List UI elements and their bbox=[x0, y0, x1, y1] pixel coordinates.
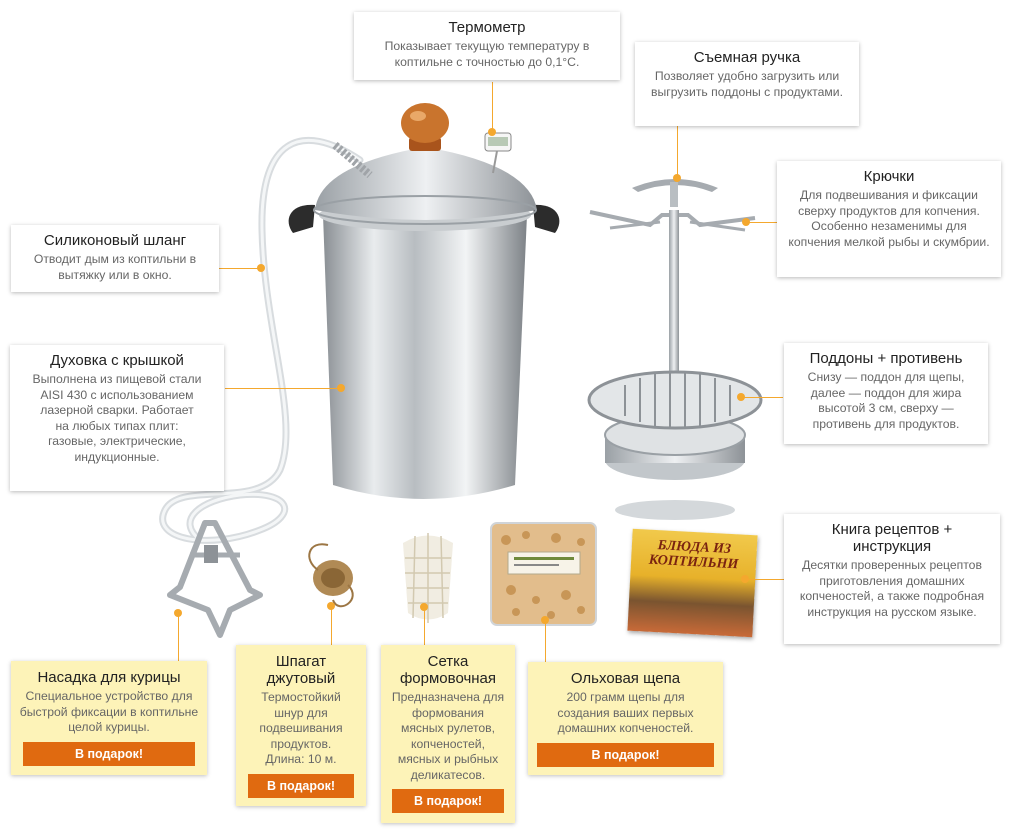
connector-line bbox=[743, 397, 783, 398]
callout-description: Десятки проверенных рецептов приготовления домашних копченостей, а также подробная инструкция на русском языке. bbox=[799, 558, 985, 619]
gift-description: Предназначена для формования мясных рулетов, копченостей, мясных и рыбных деликатесов. bbox=[391, 690, 505, 782]
connector-line bbox=[745, 579, 785, 580]
gift-chicken-attachment bbox=[11, 661, 207, 775]
smoker-pot-illustration bbox=[275, 95, 575, 515]
callout-oven-with-lid bbox=[10, 345, 224, 491]
callout-title: Крючки bbox=[863, 168, 915, 185]
connector-line bbox=[178, 613, 179, 661]
wood-chips-bag-illustration bbox=[486, 520, 601, 630]
callout-removable-handle bbox=[635, 42, 859, 126]
gift-button[interactable]: В подарок! bbox=[537, 743, 714, 767]
callout-hooks bbox=[777, 161, 1001, 277]
callout-description: Для подвешивания и фиксации сверху продуктов для копчения. Особенно незаменимы для копчения мелкой рыбы и скумбрии. bbox=[788, 188, 990, 249]
callout-description: Выполнена из пищевой стали AISI 430 с использованием лазерной сварки. Работает на любых типах плит: газовые, электрические, индукционные. bbox=[32, 372, 202, 464]
gift-description: Специальное устройство для быстрой фиксации в коптильне целой курицы. bbox=[19, 689, 199, 734]
callout-title: Поддоны + противень bbox=[809, 350, 963, 367]
callout-title: Съемная ручка bbox=[693, 49, 801, 66]
callout-description: Отводит дым из коптильни в вытяжку или в окно. bbox=[33, 252, 197, 282]
callout-title: Духовка с крышкой bbox=[50, 352, 184, 369]
callout-title: Силиконовый шланг bbox=[43, 232, 187, 249]
forming-net-illustration bbox=[393, 528, 463, 628]
callout-trays bbox=[784, 343, 988, 444]
book-cover-title: БЛЮДА ИЗ КОПТИЛЬНИ bbox=[648, 538, 739, 573]
connector-dot bbox=[673, 174, 681, 182]
callout-thermometer bbox=[354, 12, 620, 80]
callout-description: Позволяет удобно загрузить или выгрузить поддоны с продуктами. bbox=[651, 69, 843, 99]
gift-jute-twine bbox=[236, 645, 366, 806]
gift-button[interactable]: В подарок! bbox=[23, 742, 195, 766]
connector-dot bbox=[420, 603, 428, 611]
connector-line bbox=[225, 388, 340, 389]
gift-description: 200 грамм щепы для создания ваших первых домашних копченостей. bbox=[557, 690, 694, 735]
connector-line bbox=[424, 607, 425, 645]
hooks-rack-illustration bbox=[580, 170, 780, 530]
gift-button[interactable]: В подарок! bbox=[248, 774, 354, 798]
gift-title: Насадка для курицы bbox=[37, 669, 181, 686]
gift-forming-net bbox=[381, 645, 515, 823]
gift-alder-chips bbox=[528, 662, 723, 775]
connector-dot bbox=[488, 128, 496, 136]
callout-description: Снизу — поддон для щепы, далее — поддон для жира высотой 3 см, сверху — противень для продуктов. bbox=[807, 370, 965, 431]
callout-silicone-hose bbox=[11, 225, 219, 292]
gift-description: Термостойкий шнур для подвешивания продуктов. Длина: 10 м. bbox=[259, 690, 343, 766]
connector-line bbox=[219, 268, 261, 269]
connector-dot bbox=[737, 393, 745, 401]
callout-title: Книга рецептов + инструкция bbox=[831, 521, 953, 555]
gift-button[interactable]: В подарок! bbox=[392, 789, 504, 813]
gift-title: Сетка формовочная bbox=[399, 653, 497, 687]
connector-dot bbox=[742, 218, 750, 226]
connector-dot bbox=[741, 575, 749, 583]
gift-title: Шпагат джутовый bbox=[266, 653, 336, 687]
callout-description: Показывает текущую температуру в коптильне с точностью до 0,1°С. bbox=[384, 39, 590, 69]
recipe-book-illustration bbox=[627, 529, 757, 637]
connector-line bbox=[331, 606, 332, 646]
connector-dot bbox=[541, 616, 549, 624]
connector-line bbox=[545, 620, 546, 662]
callout-recipe-book bbox=[784, 514, 1000, 644]
callout-title: Термометр bbox=[448, 19, 526, 36]
gift-title: Ольховая щепа bbox=[570, 670, 681, 687]
connector-line bbox=[677, 126, 678, 178]
connector-dot bbox=[257, 264, 265, 272]
chicken-attachment-illustration bbox=[160, 515, 270, 645]
connector-line bbox=[747, 222, 777, 223]
connector-line bbox=[492, 82, 493, 132]
connector-dot bbox=[327, 602, 335, 610]
connector-dot bbox=[174, 609, 182, 617]
connector-dot bbox=[337, 384, 345, 392]
